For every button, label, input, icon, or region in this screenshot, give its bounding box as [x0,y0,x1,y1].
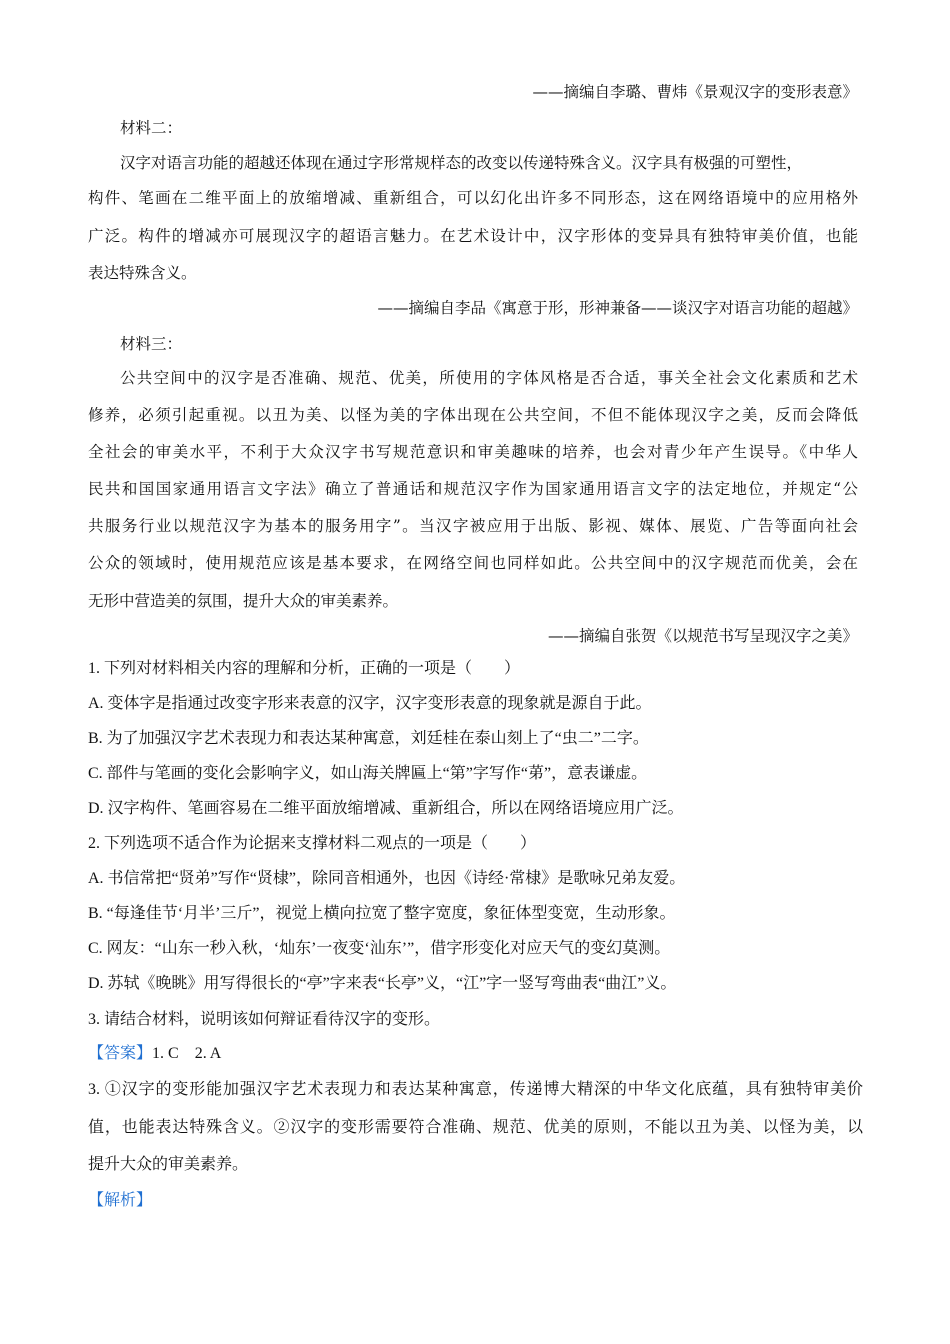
answer-label: 【答案】 [88,1045,153,1062]
material2-paragraph-line: 构件、笔画在二维平面上的放缩增减、重新组合，可以幻化出许多不同形态，这在网络语境中的应用格外 [88,189,858,207]
material2-paragraph-line: 汉字对语言功能的超越还体现在通过字形常规样态的改变以传递特殊含义。汉字具有极强的可塑性， [120,154,803,172]
material3-paragraph-line: 无形中营造美的氛围，提升大众的审美素养。 [88,592,399,610]
question-1-option-a: A. 变体字是指通过改变字形来表意的汉字，汉字变形表意的现象就是源自于此。 [88,695,652,712]
question-2-stem: 2. 下列选项不适合作为论据来支撑材料二观点的一项是（ ） [88,835,537,852]
question-1-stem: 1. 下列对材料相关内容的理解和分析，正确的一项是（ ） [88,660,521,677]
question-1-option-d: D. 汉字构件、笔画容易在二维平面放缩增减、重新组合，所以在网络语境应用广泛。 [88,800,684,817]
material3-paragraph-line: 公共空间中的汉字是否准确、规范、优美，所使用的字体风格是否合适，事关全社会文化素质和艺术 [120,369,858,387]
material3-paragraph-line: 公众的领域时，使用规范应该是基本要求，在网络空间也同样如此。公共空间中的汉字规范而优美，会在 [88,554,858,572]
material2-heading: 材料二： [120,119,183,137]
question-2-option-a: A. 书信常把“贤弟”写作“贤棣”，除同音相通外，也因《诗经·常棣》是歌咏兄弟友爱。 [88,870,686,887]
question-1-option-b: B. 为了加强汉字艺术表现力和表达某种寓意，刘廷桂在泰山刻上了“虫二”二字。 [88,730,649,747]
question-3-stem: 3. 请结合材料，说明该如何辩证看待汉字的变形。 [88,1011,441,1028]
material3-heading: 材料三： [120,335,183,353]
answer-q3-line: 提升大众的审美素养。 [88,1156,249,1173]
source-citation-2: ——摘编自李品《寓意于形，形神兼备——谈汉字对语言功能的超越》 [377,299,858,317]
answer-choices: 1. C 2. A [152,1045,222,1062]
material3-paragraph-line: 共服务行业以规范汉字为基本的服务用字”。当汉字被应用于出版、影视、媒体、展览、广告等面向社会 [88,517,858,535]
answer-row [88,1042,221,1066]
source-citation-3: ——摘编自张贺《以规范书写呈现汉字之美》 [547,627,858,645]
question-2-option-b: B. “每逢佳节‘月半’三斤”，视觉上横向拉宽了整字宽度，象征体型变宽，生动形象。 [88,905,676,922]
material2-paragraph-line: 广泛。构件的增减亦可展现汉字的超语言魅力。在艺术设计中，汉字形体的变异具有独特审美价值，也能 [88,227,858,245]
analysis-label: 【解析】 [88,1192,153,1209]
answer-q3-line: 值，也能表达特殊含义。②汉字的变形需要符合准确、规范、优美的原则，不能以丑为美、以怪为美，以 [88,1119,863,1136]
material3-paragraph-line: 全社会的审美水平，不利于大众汉字书写规范意识和审美趣味的培养，也会对青少年产生误导。《中华人 [88,443,858,461]
question-2-option-c: C. 网友：“山东一秒入秋，‘灿东’一夜变‘汕东’”，借字形变化对应天气的变幻莫测。 [88,940,671,957]
material3-paragraph-line: 修养，必须引起重视。以丑为美、以怪为美的字体出现在公共空间，不但不能体现汉字之美，反而会降低 [88,406,858,424]
material2-paragraph-line: 表达特殊含义。 [88,264,197,282]
question-1-option-c: C. 部件与笔画的变化会影响字义，如山海关牌匾上“第”字写作“苐”，意表谦虚。 [88,765,648,782]
question-2-option-d: D. 苏轼《晚眺》用写得很长的“亭”字来表“长亭”义，“江”字一竖写弯曲表“曲江”义。 [88,975,677,992]
answer-q3-line: 3. ①汉字的变形能加强汉字艺术表现力和表达某种寓意，传递博大精深的中华文化底蕴，具有独特审美价 [88,1081,863,1098]
source-citation-1: ——摘编自李璐、曹炜《景观汉字的变形表意》 [532,83,858,101]
material3-paragraph-line: 民共和国国家通用语言文字法》确立了普通话和规范汉字作为国家通用语言文字的法定地位，并规定“公 [88,480,858,498]
